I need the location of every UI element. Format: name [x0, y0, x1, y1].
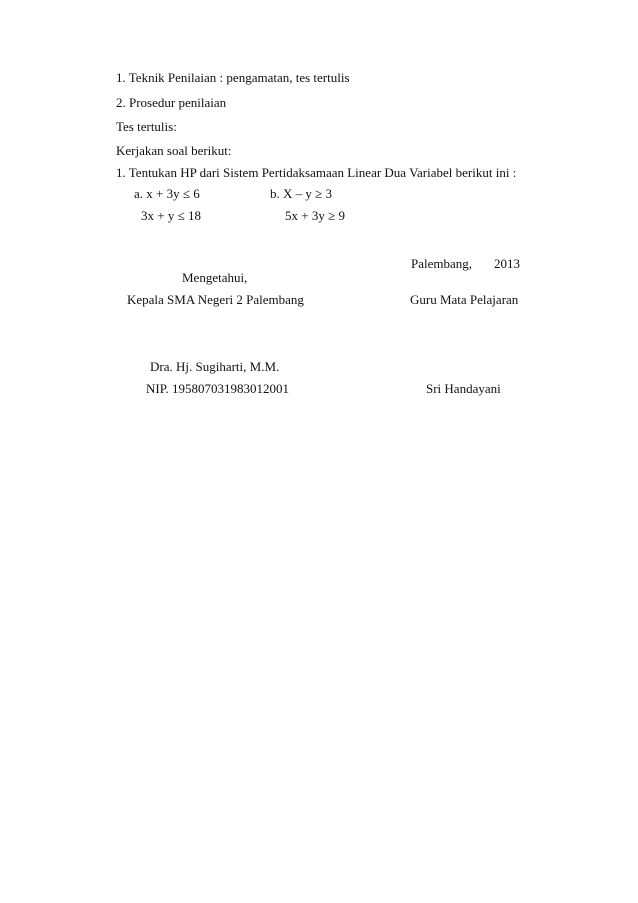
signature-year: 2013	[494, 256, 520, 271]
teacher-name: Sri Handayani	[426, 381, 501, 396]
teacher-title: Guru Mata Pelajaran	[410, 292, 519, 307]
inequality-a-1: a. x + 3y ≤ 6	[134, 186, 200, 201]
inequality-a-2: 3x + y ≤ 18	[141, 208, 201, 223]
principal-title: Kepala SMA Negeri 2 Palembang	[127, 292, 304, 307]
principal-nip: NIP. 195807031983012001	[146, 381, 290, 396]
principal-name: Dra. Hj. Sugiharti, M.M.	[150, 359, 280, 374]
written-test-label: Tes tertulis:	[116, 119, 177, 134]
inequality-b-2: 5x + 3y ≥ 9	[285, 208, 345, 223]
inequality-b-1: b. X – y ≥ 3	[270, 186, 333, 201]
acknowledged-label: Mengetahui,	[182, 270, 248, 285]
assessment-procedure-line: 2. Prosedur penilaian	[116, 95, 227, 110]
assessment-technique-line: 1. Teknik Penilaian : pengamatan, tes tertulis	[116, 70, 350, 85]
instruction-line: Kerjakan soal berikut:	[116, 143, 232, 158]
signature-place: Palembang,	[411, 256, 473, 271]
question-line: 1. Tentukan HP dari Sistem Pertidaksamaan Linear Dua Variabel berikut ini :	[116, 165, 517, 180]
